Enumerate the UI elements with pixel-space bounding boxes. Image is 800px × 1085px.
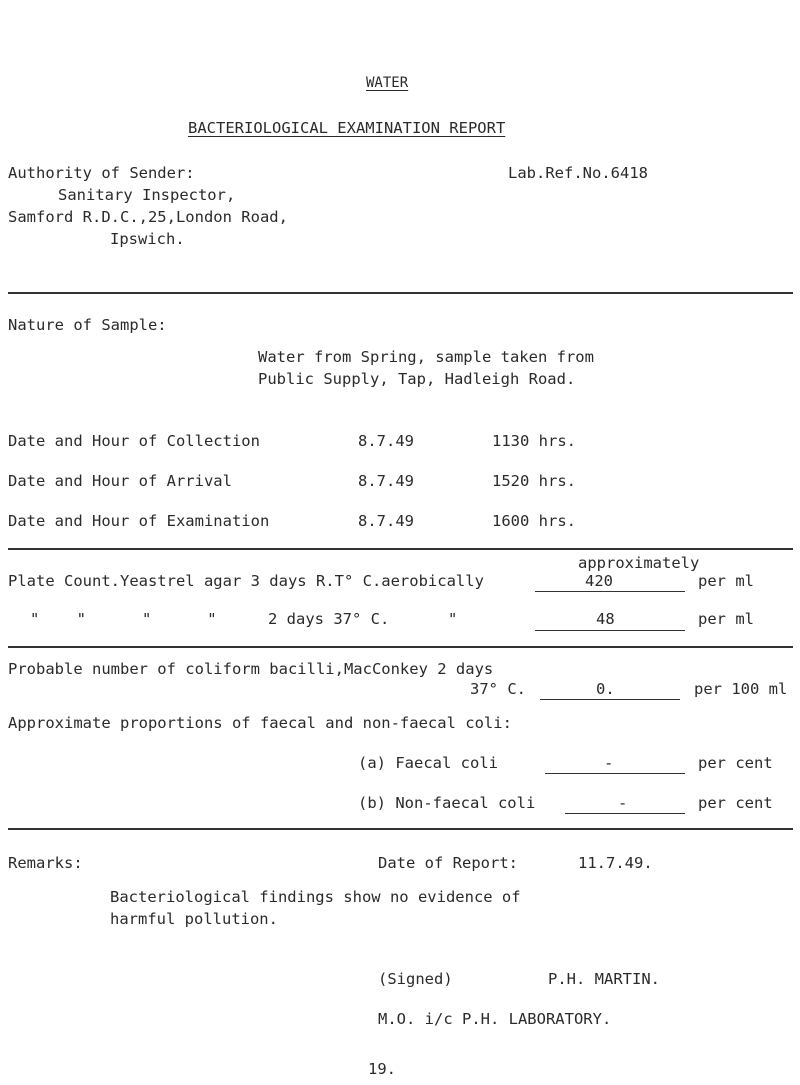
remarks-label: Remarks:	[8, 854, 83, 872]
remarks-text: harmful pollution.	[110, 910, 278, 928]
signed-label: (Signed)	[378, 970, 453, 988]
approx-note: approximately	[578, 554, 700, 572]
time-label: Date and Hour of Collection	[8, 432, 260, 450]
proportions-label: Approximate proportions of faecal and non-faecal coli:	[8, 714, 512, 732]
plate-count-value1: 420	[585, 572, 613, 590]
time-hour: 1130 hrs.	[492, 432, 576, 450]
sample-label: Nature of Sample:	[8, 316, 167, 334]
non-faecal-coli-label: (b) Non-faecal coli	[358, 794, 536, 812]
coliform-unit: per 100 ml	[694, 680, 788, 698]
report-subtitle: BACTERIOLOGICAL EXAMINATION REPORT	[188, 119, 506, 137]
page-number: 19.	[368, 1060, 396, 1078]
plate-count-unit2: per ml	[698, 610, 754, 628]
non-faecal-coli-unit: per cent	[698, 794, 773, 812]
time-label: Date and Hour of Arrival	[8, 472, 232, 490]
ditto-mark: "	[448, 610, 458, 628]
sample-line: Water from Spring, sample taken from	[258, 348, 594, 366]
ditto-marks: " " " "	[30, 610, 217, 628]
signatory-name: P.H. MARTIN.	[548, 970, 660, 988]
time-date: 8.7.49	[358, 472, 414, 490]
sample-line: Public Supply, Tap, Hadleigh Road.	[258, 370, 576, 388]
value-underline	[545, 773, 685, 774]
time-date: 8.7.49	[358, 512, 414, 530]
time-hour: 1600 hrs.	[492, 512, 576, 530]
coliform-value: 0.	[596, 680, 615, 698]
signatory-title: M.O. i/c P.H. LABORATORY.	[378, 1010, 612, 1028]
divider	[8, 828, 793, 830]
faecal-coli-label: (a) Faecal coli	[358, 754, 498, 772]
value-underline	[535, 591, 685, 592]
page-title: WATER	[366, 75, 409, 91]
sender-label: Authority of Sender:	[8, 164, 195, 182]
coliform-line1: Probable number of coliform bacilli,MacConkey 2 days	[8, 660, 494, 678]
plate-count-value2: 48	[596, 610, 615, 628]
sender-line: Sanitary Inspector,	[58, 186, 236, 204]
lab-ref: Lab.Ref.No.6418	[508, 164, 648, 182]
plate-count-unit1: per ml	[698, 572, 754, 590]
plate-count-row2: 2 days 37° C.	[268, 610, 390, 628]
faecal-coli-value: -	[604, 754, 614, 772]
sender-line: Samford R.D.C.,25,London Road,	[8, 208, 288, 226]
report-date-label: Date of Report:	[378, 854, 518, 872]
plate-count-row1: Plate Count.Yeastrel agar 3 days R.T° C.aerobically	[8, 572, 484, 590]
faecal-coli-unit: per cent	[698, 754, 773, 772]
coliform-temp: 37° C.	[470, 680, 526, 698]
divider	[8, 548, 793, 550]
value-underline	[540, 699, 680, 700]
sender-line: Ipswich.	[110, 230, 185, 248]
value-underline	[535, 630, 685, 631]
time-hour: 1520 hrs.	[492, 472, 576, 490]
non-faecal-coli-value: -	[618, 794, 628, 812]
divider	[8, 292, 793, 294]
remarks-text: Bacteriological findings show no evidence of	[110, 888, 521, 906]
value-underline	[565, 813, 685, 814]
time-date: 8.7.49	[358, 432, 414, 450]
report-date: 11.7.49.	[578, 854, 653, 872]
time-label: Date and Hour of Examination	[8, 512, 270, 530]
divider	[8, 646, 793, 648]
